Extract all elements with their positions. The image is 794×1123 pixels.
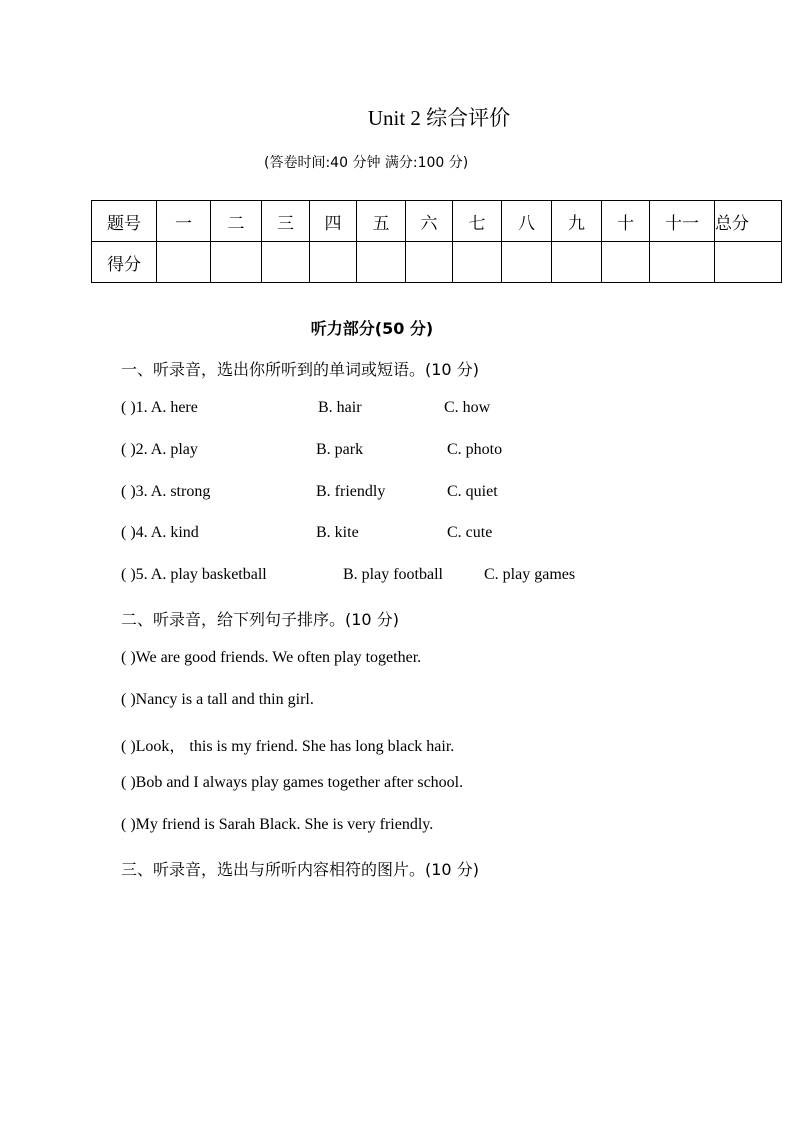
score-table-header-cell: 十 (602, 201, 650, 242)
option-c: C. quiet (447, 483, 498, 500)
part3-title: 三、听录音，选出与所听内容相符的图片。(10 分) (121, 860, 479, 879)
part1-question-3 (121, 483, 498, 501)
option-b: B. park (316, 441, 364, 458)
part1-title: 一、听录音，选出你所听到的单词或短语。(10 分) (121, 360, 479, 379)
score-row-label: 得分 (92, 242, 157, 283)
option-c: C. how (444, 399, 491, 416)
score-table-header-cell: 八 (502, 201, 552, 242)
score-table-header-cell: 二 (211, 201, 262, 242)
question-stem: ( )1. A. here (121, 399, 198, 416)
part1-question-5 (121, 566, 576, 584)
score-cell[interactable] (357, 242, 406, 283)
part2-sentence: ( )Bob and I always play games together after school. (121, 774, 464, 791)
score-table-header-cell: 一 (157, 201, 211, 242)
part1-question-4 (121, 524, 493, 542)
score-cell[interactable] (310, 242, 357, 283)
score-cell[interactable] (552, 242, 602, 283)
score-table-header-row (92, 201, 782, 242)
score-cell[interactable] (406, 242, 453, 283)
score-table-header-cell: 五 (357, 201, 406, 242)
score-cell[interactable] (453, 242, 502, 283)
question-stem: ( )3. A. strong (121, 483, 211, 500)
score-table-header-cell: 七 (453, 201, 502, 242)
part2-title: 二、听录音，给下列句子排序。(10 分) (121, 610, 399, 629)
score-cell[interactable] (211, 242, 262, 283)
score-cell[interactable] (650, 242, 715, 283)
question-stem: ( )2. A. play (121, 441, 198, 458)
score-table-header-cell: 四 (310, 201, 357, 242)
score-table (91, 200, 782, 283)
option-b: B. hair (318, 399, 362, 416)
score-table-header-cell: 九 (552, 201, 602, 242)
part2-sentence: ( )My friend is Sarah Black. She is very friendly. (121, 816, 434, 833)
option-b: B. friendly (316, 483, 386, 500)
option-c: C. play games (484, 566, 576, 583)
question-stem: ( )4. A. kind (121, 524, 199, 541)
score-cell[interactable] (157, 242, 211, 283)
score-cell[interactable] (715, 242, 782, 283)
score-table-header-cell: 十一 (650, 201, 715, 242)
option-c: C. cute (447, 524, 493, 541)
score-table-score-row (92, 242, 782, 283)
option-b: B. play football (343, 566, 443, 583)
score-table-header-cell: 六 (406, 201, 453, 242)
part2-sentence: ( )Nancy is a tall and thin girl. (121, 691, 314, 708)
score-table-header-cell: 总分 (715, 201, 782, 242)
score-table-header-cell: 题号 (92, 201, 157, 242)
option-c: C. photo (447, 441, 503, 458)
score-cell[interactable] (602, 242, 650, 283)
listening-section-heading: 听力部分(50 分) (310, 319, 434, 338)
part2-sentence: ( )We are good friends. We often play together. (121, 649, 422, 666)
part1-question-1 (121, 399, 491, 417)
page-title: Unit 2 综合评价 (367, 106, 511, 130)
score-table-header-cell: 三 (262, 201, 310, 242)
part1-question-2 (121, 441, 503, 459)
score-cell[interactable] (262, 242, 310, 283)
exam-info: (答卷时间:40 分钟 满分:100 分) (264, 155, 469, 171)
score-cell[interactable] (502, 242, 552, 283)
part2-sentence: ( )Look， this is my friend. She has long black hair. (121, 738, 455, 755)
option-b: B. kite (316, 524, 359, 541)
question-stem: ( )5. A. play basketball (121, 566, 267, 583)
